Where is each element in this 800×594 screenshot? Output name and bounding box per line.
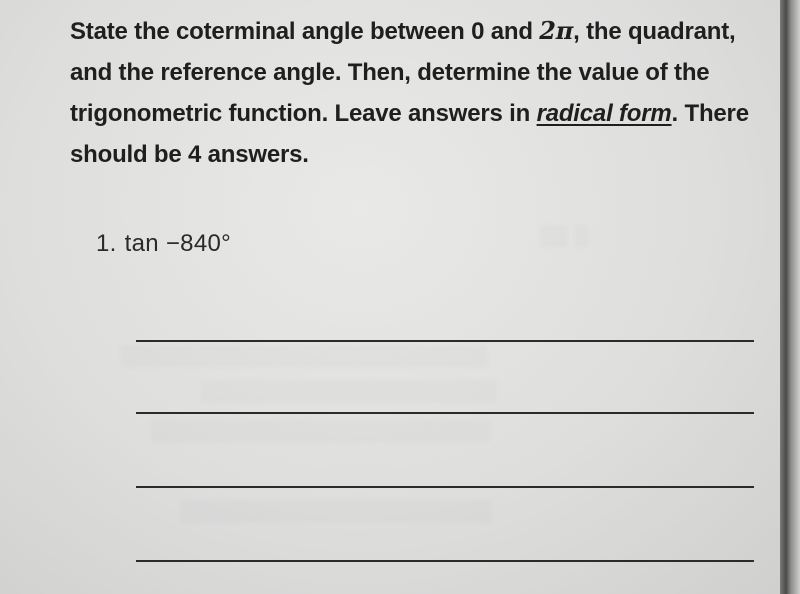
problem-number: 1. bbox=[96, 230, 117, 257]
two-pi-symbol: 2π bbox=[539, 16, 574, 45]
instructions-text bbox=[70, 10, 770, 175]
problem-expression: tan −840° bbox=[124, 230, 232, 257]
answer-line-2[interactable] bbox=[136, 412, 754, 414]
radical-form-emphasis: radical form bbox=[536, 100, 672, 127]
instructions-part-2: , the quadrant, and the reference angle. Then, determine the value of the trigonometric function. Leave answers in bbox=[70, 18, 736, 127]
bleed-through-text: ▒▒ ▒ bbox=[540, 225, 589, 247]
bleed-through-text: ▒▒▒▒▒▒▒▒▒▒▒▒▒▒▒▒▒▒▒▒▒ bbox=[200, 380, 498, 402]
answer-line-4[interactable] bbox=[136, 560, 754, 562]
answer-line-1[interactable] bbox=[136, 340, 754, 342]
problem-1 bbox=[96, 230, 239, 258]
bleed-through-text: ▒▒▒▒▒▒▒▒▒▒▒▒▒▒▒▒▒▒▒▒▒▒▒▒▒▒ bbox=[120, 345, 489, 367]
bleed-through-text: ▒▒▒▒▒▒▒▒▒▒▒▒▒▒▒▒▒▒▒▒▒▒ bbox=[180, 500, 492, 522]
answer-line-3[interactable] bbox=[136, 486, 754, 488]
instructions-part-1: State the coterminal angle between 0 and bbox=[70, 18, 540, 45]
page-edge-shadow bbox=[780, 0, 800, 594]
bleed-through-text: ▒▒▒▒▒▒▒▒▒▒▒▒▒▒▒▒▒▒▒▒▒▒▒▒ bbox=[150, 420, 491, 442]
instructions-part-3: . There should be 4 answers. bbox=[70, 100, 749, 168]
